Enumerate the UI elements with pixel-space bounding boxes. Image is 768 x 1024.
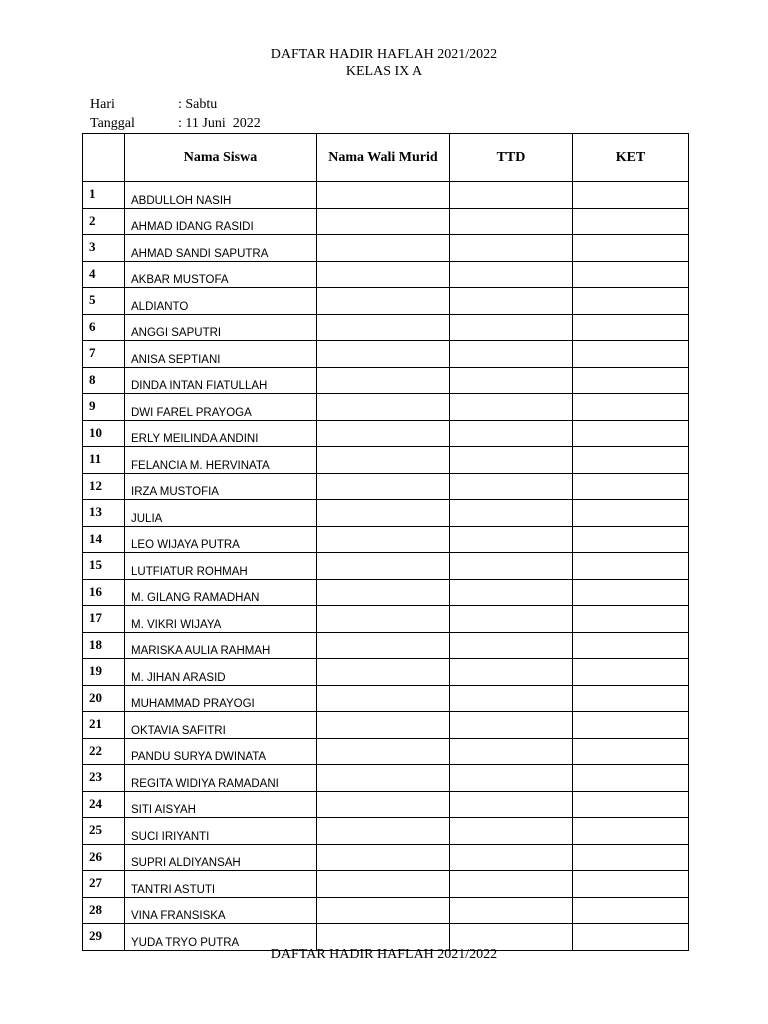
signature-cell[interactable] [450,447,573,474]
table-row [83,844,689,871]
guardian-name-cell[interactable] [317,738,450,765]
guardian-name-cell[interactable] [317,844,450,871]
student-name: ERLY MEILINDA ANDINI [125,420,317,447]
header-number [83,134,125,182]
table-row [83,367,689,394]
table-row [83,659,689,686]
table-row [83,606,689,633]
signature-cell[interactable] [450,579,573,606]
attendance-table [82,133,689,951]
remarks-cell[interactable] [573,659,689,686]
row-number: 26 [83,844,125,871]
signature-cell[interactable] [450,553,573,580]
table-body [83,182,689,951]
table-row [83,473,689,500]
row-number: 2 [83,208,125,235]
signature-cell[interactable] [450,685,573,712]
signature-cell[interactable] [450,500,573,527]
student-name: ABDULLOH NASIH [125,182,317,209]
guardian-name-cell[interactable] [317,526,450,553]
remarks-cell[interactable] [573,288,689,315]
student-name: M. JIHAN ARASID [125,659,317,686]
signature-cell[interactable] [450,632,573,659]
table-row [83,818,689,845]
table-row [83,897,689,924]
remarks-cell[interactable] [573,526,689,553]
row-number: 1 [83,182,125,209]
student-name: ANGGI SAPUTRI [125,314,317,341]
row-number: 17 [83,606,125,633]
table-row [83,579,689,606]
date-label: Tanggal [90,116,135,131]
guardian-name-cell[interactable] [317,394,450,421]
row-number: 23 [83,765,125,792]
remarks-cell[interactable] [573,765,689,792]
guardian-name-cell[interactable] [317,897,450,924]
row-number: 27 [83,871,125,898]
remarks-cell[interactable] [573,473,689,500]
remarks-cell[interactable] [573,553,689,580]
signature-cell[interactable] [450,261,573,288]
guardian-name-cell[interactable] [317,553,450,580]
remarks-cell[interactable] [573,235,689,262]
row-number: 25 [83,818,125,845]
signature-cell[interactable] [450,897,573,924]
guardian-name-cell[interactable] [317,500,450,527]
row-number: 28 [83,897,125,924]
student-name: TANTRI ASTUTI [125,871,317,898]
guardian-name-cell[interactable] [317,447,450,474]
student-name: ALDIANTO [125,288,317,315]
class-subtitle: KELAS IX A [345,64,423,79]
student-name: REGITA WIDIYA RAMADANI [125,765,317,792]
header-remarks: KET [573,134,689,182]
row-number: 14 [83,526,125,553]
remarks-cell[interactable] [573,341,689,368]
student-name: MUHAMMAD PRAYOGI [125,685,317,712]
guardian-name-cell[interactable] [317,632,450,659]
row-number: 10 [83,420,125,447]
guardian-name-cell[interactable] [317,579,450,606]
signature-cell[interactable] [450,712,573,739]
signature-cell[interactable] [450,765,573,792]
student-name: AHMAD SANDI SAPUTRA [125,235,317,262]
student-name: IRZA MUSTOFIA [125,473,317,500]
remarks-cell[interactable] [573,818,689,845]
row-number: 4 [83,261,125,288]
table-row [83,712,689,739]
table-row [83,738,689,765]
guardian-name-cell[interactable] [317,208,450,235]
table-row [83,394,689,421]
row-number: 8 [83,367,125,394]
table-row [83,420,689,447]
student-name: AKBAR MUSTOFA [125,261,317,288]
guardian-name-cell[interactable] [317,420,450,447]
footer-title: DAFTAR HADIR HAFLAH 2021/2022 [270,947,498,962]
signature-cell[interactable] [450,182,573,209]
row-number: 9 [83,394,125,421]
table-row [83,685,689,712]
remarks-cell[interactable] [573,261,689,288]
student-name: LUTFIATUR ROHMAH [125,553,317,580]
signature-cell[interactable] [450,738,573,765]
table-row [83,500,689,527]
student-name: PANDU SURYA DWINATA [125,738,317,765]
student-name: LEO WIJAYA PUTRA [125,526,317,553]
remarks-cell[interactable] [573,897,689,924]
remarks-cell[interactable] [573,844,689,871]
table-row [83,765,689,792]
signature-cell[interactable] [450,288,573,315]
student-name: SUPRI ALDIYANSAH [125,844,317,871]
table-row [83,261,689,288]
student-name: ANISA SEPTIANI [125,341,317,368]
guardian-name-cell[interactable] [317,288,450,315]
student-name: M. VIKRI WIJAYA [125,606,317,633]
signature-cell[interactable] [450,473,573,500]
student-name: SUCI IRIYANTI [125,818,317,845]
guardian-name-cell[interactable] [317,182,450,209]
student-name: FELANCIA M. HERVINATA [125,447,317,474]
remarks-cell[interactable] [573,314,689,341]
remarks-cell[interactable] [573,208,689,235]
guardian-name-cell[interactable] [317,818,450,845]
student-name: VINA FRANSISKA [125,897,317,924]
day-line [90,97,217,113]
student-name: AHMAD IDANG RASIDI [125,208,317,235]
table-row [83,871,689,898]
date-line [90,116,261,132]
guardian-name-cell[interactable] [317,712,450,739]
day-value: : Sabtu [178,97,218,112]
table-header-row [83,134,689,182]
table-row [83,288,689,315]
signature-cell[interactable] [450,420,573,447]
row-number: 11 [83,447,125,474]
row-number: 19 [83,659,125,686]
guardian-name-cell[interactable] [317,685,450,712]
row-number: 22 [83,738,125,765]
guardian-name-cell[interactable] [317,314,450,341]
signature-cell[interactable] [450,844,573,871]
table-row [83,553,689,580]
guardian-name-cell[interactable] [317,235,450,262]
row-number: 24 [83,791,125,818]
student-name: DWI FAREL PRAYOGA [125,394,317,421]
guardian-name-cell[interactable] [317,261,450,288]
student-name: SITI AISYAH [125,791,317,818]
row-number: 15 [83,553,125,580]
remarks-cell[interactable] [573,871,689,898]
signature-cell[interactable] [450,341,573,368]
guardian-name-cell[interactable] [317,367,450,394]
remarks-cell[interactable] [573,632,689,659]
row-number: 21 [83,712,125,739]
row-number: 13 [83,500,125,527]
remarks-cell[interactable] [573,447,689,474]
row-number: 5 [83,288,125,315]
remarks-cell[interactable] [573,182,689,209]
remarks-cell[interactable] [573,420,689,447]
header-signature: TTD [450,134,573,182]
header-guardian-name: Nama Wali Murid [317,134,450,182]
table-row [83,526,689,553]
table-row [83,632,689,659]
guardian-name-cell[interactable] [317,341,450,368]
student-name: MARISKA AULIA RAHMAH [125,632,317,659]
remarks-cell[interactable] [573,606,689,633]
remarks-cell[interactable] [573,394,689,421]
signature-cell[interactable] [450,606,573,633]
table-row [83,235,689,262]
row-number: 29 [83,924,125,951]
header-student-name: Nama Siswa [125,134,317,182]
row-number: 18 [83,632,125,659]
signature-cell[interactable] [450,659,573,686]
signature-cell[interactable] [450,818,573,845]
row-number: 16 [83,579,125,606]
signature-cell[interactable] [450,394,573,421]
signature-cell[interactable] [450,314,573,341]
guardian-name-cell[interactable] [317,659,450,686]
guardian-name-cell[interactable] [317,871,450,898]
signature-cell[interactable] [450,526,573,553]
remarks-cell[interactable] [573,738,689,765]
guardian-name-cell[interactable] [317,765,450,792]
table-row [83,314,689,341]
student-name: JULIA [125,500,317,527]
day-label: Hari [90,97,115,112]
table-row [83,791,689,818]
date-value: : 11 Juni 2022 [178,116,261,131]
remarks-cell[interactable] [573,685,689,712]
student-name: DINDA INTAN FIATULLAH [125,367,317,394]
table-row [83,208,689,235]
guardian-name-cell[interactable] [317,473,450,500]
table-row [83,182,689,209]
guardian-name-cell[interactable] [317,791,450,818]
row-number: 7 [83,341,125,368]
student-name: OKTAVIA SAFITRI [125,712,317,739]
remarks-cell[interactable] [573,579,689,606]
document-title: DAFTAR HADIR HAFLAH 2021/2022 [270,47,498,62]
signature-cell[interactable] [450,871,573,898]
signature-cell[interactable] [450,235,573,262]
remarks-cell[interactable] [573,712,689,739]
row-number: 12 [83,473,125,500]
table-row [83,447,689,474]
signature-cell[interactable] [450,367,573,394]
remarks-cell[interactable] [573,500,689,527]
student-name: M. GILANG RAMADHAN [125,579,317,606]
remarks-cell[interactable] [573,367,689,394]
row-number: 20 [83,685,125,712]
student-name: YUDA TRYO PUTRA [125,924,317,951]
guardian-name-cell[interactable] [317,606,450,633]
row-number: 3 [83,235,125,262]
row-number: 6 [83,314,125,341]
table-row [83,341,689,368]
signature-cell[interactable] [450,208,573,235]
signature-cell[interactable] [450,791,573,818]
remarks-cell[interactable] [573,791,689,818]
